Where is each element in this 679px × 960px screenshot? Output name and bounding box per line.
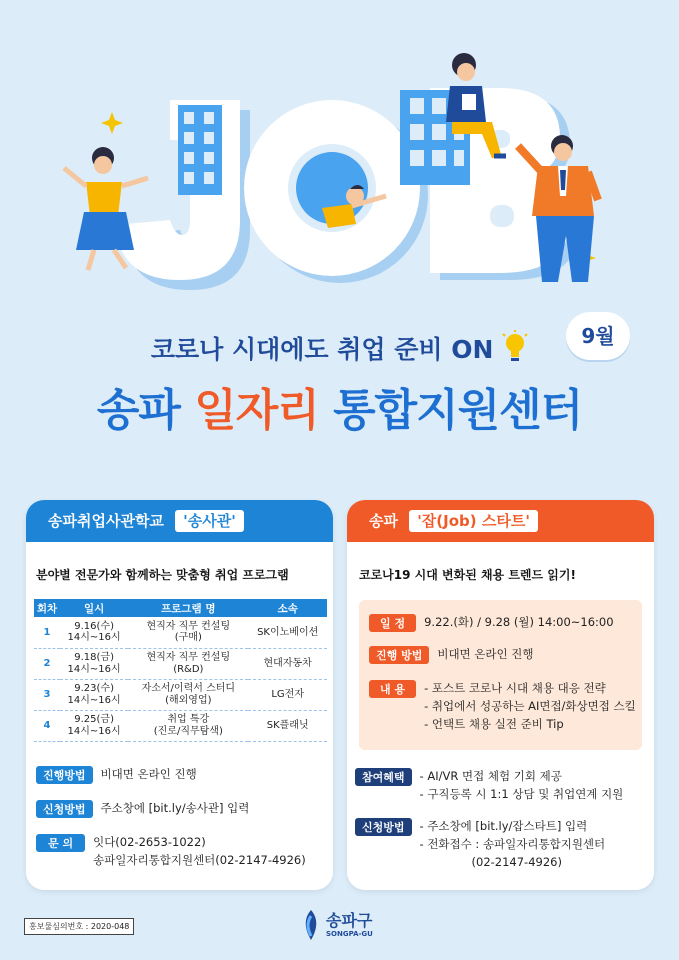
job-start-card-header bbox=[347, 500, 654, 542]
subtitle-text: 코로나 시대에도 취업 준비 ON bbox=[150, 335, 494, 364]
row-datetime bbox=[60, 679, 128, 710]
job-start-description: 코로나19 시대 변화된 채용 트렌드 읽기! bbox=[359, 568, 576, 582]
left-apply-label: 신청방법 bbox=[36, 800, 93, 818]
row-org: SK이노베이션 bbox=[248, 617, 327, 648]
program-schedule-table bbox=[34, 599, 327, 742]
row-org: SK플래닛 bbox=[248, 710, 327, 741]
right-date-row bbox=[369, 614, 614, 632]
table-row bbox=[34, 710, 327, 741]
row-time: 14시~16시 bbox=[67, 663, 121, 675]
row-no: 1 bbox=[34, 617, 60, 648]
left-contact-row bbox=[36, 834, 306, 870]
apply-item: (02-2147-4926) bbox=[471, 854, 562, 869]
left-method-label: 진행방법 bbox=[36, 766, 93, 784]
right-date-label: 일 정 bbox=[369, 614, 416, 632]
title-part1: 송파 bbox=[96, 385, 195, 436]
row-program-name: 취업 특강 bbox=[167, 714, 210, 725]
songsagwan-card-header-quote: '송사관' bbox=[175, 510, 244, 532]
row-program bbox=[128, 710, 248, 741]
left-contact-label: 문 의 bbox=[36, 834, 85, 852]
left-method-value: 비대면 온라인 진행 bbox=[100, 767, 197, 781]
left-method-row bbox=[36, 766, 197, 784]
row-no: 2 bbox=[34, 648, 60, 679]
right-content-list bbox=[424, 680, 636, 733]
table-header-no: 회차 bbox=[34, 599, 60, 617]
row-program bbox=[128, 617, 248, 648]
songsagwan-card-header bbox=[26, 500, 333, 542]
row-program-name: 현직자 직무 컨설팅 bbox=[146, 620, 231, 632]
table-header-date: 일시 bbox=[60, 599, 128, 617]
job-start-card bbox=[347, 500, 654, 890]
job-start-card-header-prefix: 송파 bbox=[369, 512, 398, 530]
row-org: LG전자 bbox=[248, 679, 327, 710]
apply-item: - 전화접수 : 송파일자리통합지원센터 bbox=[419, 836, 606, 851]
page-title bbox=[0, 374, 679, 438]
title-highlight: 일자리 bbox=[194, 385, 319, 436]
letter-j-shape bbox=[115, 100, 250, 290]
row-program bbox=[128, 679, 248, 710]
left-apply-row bbox=[36, 800, 249, 818]
right-apply-list bbox=[420, 818, 606, 871]
table-header-org: 소속 bbox=[248, 599, 327, 617]
songsagwan-card bbox=[26, 500, 333, 890]
table-header-row bbox=[34, 599, 327, 617]
row-datetime bbox=[60, 617, 128, 648]
table-row bbox=[34, 617, 327, 648]
right-benefit-list bbox=[420, 768, 624, 804]
contact-line2: 송파일자리통합지원센터(02-2147-4926) bbox=[93, 852, 306, 867]
right-method-value: 비대면 온라인 진행 bbox=[437, 647, 534, 661]
songsagwan-card-header-prefix: 송파취업사관학교 bbox=[48, 512, 164, 530]
promotion-review-number: 홍보물심의번호 : 2020-048 bbox=[24, 918, 134, 935]
contact-line1: 잇다(02-2653-1022) bbox=[93, 835, 206, 849]
right-method-label: 진행 방법 bbox=[369, 646, 429, 664]
table-row bbox=[34, 648, 327, 679]
job-start-details-box bbox=[359, 600, 642, 750]
row-date: 9.16(수) bbox=[74, 620, 114, 632]
row-program-sub: (진로/직무탐색) bbox=[153, 725, 223, 737]
right-date-value: 9.22.(화) / 9.28 (월) 14:00~16:00 bbox=[424, 615, 614, 629]
right-method-row bbox=[369, 646, 534, 664]
row-program-name: 현직자 직무 컨설팅 bbox=[146, 652, 231, 663]
row-no: 4 bbox=[34, 710, 60, 741]
content-item: - 취업에서 성공하는 AI면접/화상면접 스킬 bbox=[424, 698, 636, 713]
row-org: 현대자동차 bbox=[248, 648, 327, 679]
row-program-sub: (R&D) bbox=[173, 663, 204, 675]
row-time: 14시~16시 bbox=[67, 694, 121, 706]
row-date: 9.18(금) bbox=[74, 652, 114, 663]
row-time: 14시~16시 bbox=[67, 725, 121, 737]
songsagwan-description: 분야별 전문가와 함께하는 맞춤형 취업 프로그램 bbox=[36, 568, 289, 582]
logo-name: 송파구 bbox=[326, 911, 373, 930]
songpa-gu-logo bbox=[300, 906, 390, 946]
right-content-label: 내 용 bbox=[369, 680, 416, 698]
row-datetime bbox=[60, 710, 128, 741]
row-date: 9.23(수) bbox=[74, 683, 114, 694]
row-program-sub: (해외영업) bbox=[165, 694, 212, 706]
songpa-logo-mark-icon bbox=[300, 908, 322, 942]
content-item: - 언택트 채용 실전 준비 Tip bbox=[424, 716, 564, 731]
left-contact-value bbox=[93, 834, 306, 870]
row-program-name: 자소서/이력서 스터디 bbox=[141, 683, 236, 694]
month-badge: 9월 bbox=[566, 312, 630, 360]
left-apply-value: 주소창에 [bit.ly/송사관] 입력 bbox=[100, 801, 250, 815]
right-apply-row bbox=[355, 818, 605, 871]
row-date: 9.25(금) bbox=[74, 714, 114, 725]
table-header-program: 프로그램 명 bbox=[128, 599, 248, 617]
lightbulb-icon bbox=[502, 330, 528, 364]
row-program bbox=[128, 648, 248, 679]
apply-item: - 주소창에 [bit.ly/잡스타트] 입력 bbox=[419, 819, 588, 833]
table-row bbox=[34, 679, 327, 710]
benefit-item: - 구직등록 시 1:1 상담 및 취업연계 지원 bbox=[419, 786, 624, 801]
right-benefit-label: 참여혜택 bbox=[355, 768, 412, 786]
row-datetime bbox=[60, 648, 128, 679]
content-item: - 포스트 코로나 시대 채용 대응 전략 bbox=[424, 681, 606, 695]
hero-illustration bbox=[0, 0, 679, 300]
row-program-sub: (구매) bbox=[174, 632, 202, 644]
right-apply-label: 신청방법 bbox=[355, 818, 412, 836]
benefit-item: - AI/VR 면접 체험 기회 제공 bbox=[419, 769, 562, 783]
row-no: 3 bbox=[34, 679, 60, 710]
logo-en: SONGPA-GU bbox=[326, 930, 373, 938]
right-content-row bbox=[369, 680, 636, 733]
row-time: 14시~16시 bbox=[67, 632, 121, 644]
right-benefit-row bbox=[355, 768, 623, 804]
title-part2: 통합지원센터 bbox=[318, 385, 583, 436]
job-start-card-header-quote: '잡(Job) 스타트' bbox=[409, 510, 538, 532]
